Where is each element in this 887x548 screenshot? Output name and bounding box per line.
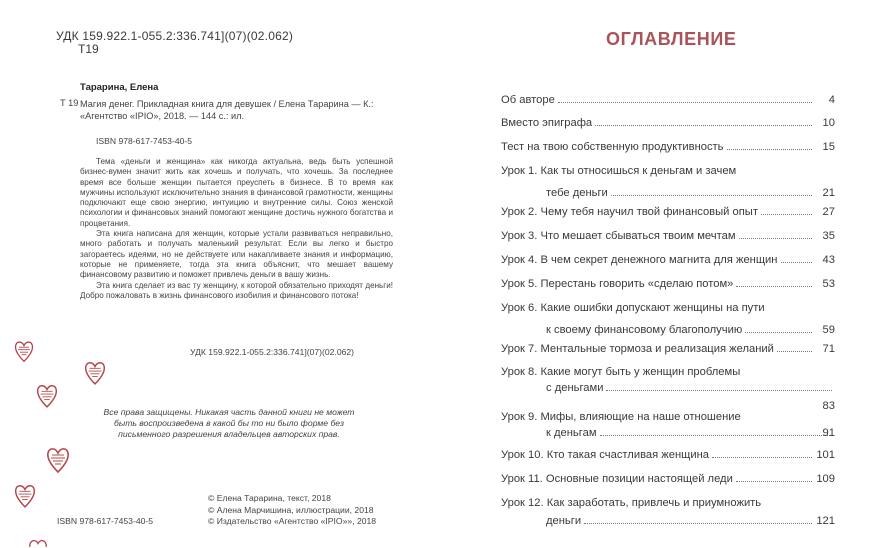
toc-entry[interactable] [501,471,835,485]
toc-entry-label: Вместо эпиграфа [501,117,593,129]
toc-entry[interactable] [501,409,835,439]
toc-entry[interactable] [501,115,835,129]
dot-leader [736,481,812,482]
annotation-paragraph: Эта книга сделает из вас ту женщину, к которой обязательно приходят деньги! Добро пожаловать в жизнь финансового изобилия и финансового потока! [80,280,393,300]
toc-entry-page: 101 [816,449,835,461]
dot-leader [611,195,812,196]
toc-entry-page: 10 [822,117,835,129]
dot-leader [600,435,832,436]
copyright-line: © Алена Марчишина, иллюстрации, 2018 [208,504,374,515]
copyright-block [208,493,376,528]
toc-entry-label-continued: тебе деньги [546,187,608,199]
heart-icon [36,380,58,410]
toc-entry-label: Урок 1. Как ты относишься к деньгам и зачем [501,165,737,177]
toc-entry-page: 43 [822,254,835,266]
toc-entry-label-continued: к деньгам [546,427,597,439]
toc-entry-label-continued: деньги [546,515,582,527]
toc-entry[interactable] [501,139,835,153]
toc-entry[interactable] [501,341,835,355]
toc-entry[interactable] [501,300,835,336]
toc-entry-page: 53 [822,278,835,290]
toc-entry-label: Урок 3. Что мешает сбываться твоим мечтам [501,230,736,242]
toc-entry[interactable] [501,364,835,412]
toc-entry-page: 91 [822,427,835,439]
dot-leader [606,390,832,391]
toc-entry-label: Тест на твою собственную продуктивность [501,141,724,153]
toc-entry-page: 121 [816,515,835,527]
author-heading: Тарарина, Елена [80,82,159,93]
annotation-paragraph: Эта книга написана для женщин, которые устали развиваться неправильно, много работать и получать маленький результат. Если вы легко и быстро загораетесь идеями, но не действуете или накапливаете знания и информацию, которые не применяете, тогда эта книга объяснит, что мешает вашему финансовому развитию и поможет привлечь деньги в вашу жизнь. [80,229,393,280]
udk-code-top: УДК 159.922.1-055.2:336.741](07)(02.062) [56,29,294,43]
toc-entry[interactable] [501,252,835,266]
toc-entry-label: Урок 7. Ментальные тормоза и реализация желаний [501,343,774,355]
dot-leader [558,102,812,103]
toc-entry[interactable] [501,276,835,290]
dot-leader [736,286,812,287]
toc-entry-label: Урок 5. Перестань говорить «сделаю потом» [501,278,734,290]
dot-leader [584,523,812,524]
dot-leader [739,238,812,239]
bibliographic-record: Магия денег. Прикладная книга для девушек / Елена Тарарина — К.: «Агентство «IPIO», 2018. — 144 с.: ил. [80,99,374,121]
toc-entry-label: Урок 10. Кто такая счастливая женщина [501,449,710,461]
toc-entry[interactable] [501,447,835,461]
isbn-inner: ISBN 978-617-7453-40-5 [96,136,193,146]
toc-entry-label: Урок 8. Какие могут быть у женщин проблемы [501,366,741,378]
toc-entry-label: Урок 12. Как заработать, привлечь и приумножить [501,497,762,509]
rights-notice: Все права защищены. Никакая часть данной книги не может быть воспроизведена в какой бы то ни было форме без письменного разрешения владельцев авторских прав. [103,407,355,439]
toc-entry-page: 4 [828,94,835,106]
toc-entry-page: 59 [822,324,835,336]
toc-title: ОГЛАВЛЕНИЕ [606,29,737,49]
toc-entry-label: Урок 2. Чему тебя научил твой финансовый опыт [501,206,758,218]
copyright-line: © Издательство «Агентство «IPIO»», 2018 [208,516,377,527]
copyright-line: © Елена Тарарина, текст, 2018 [208,493,331,503]
toc-entry-label: Об авторе [501,94,555,106]
toc-entry[interactable] [501,92,835,106]
heart-icon [84,358,106,386]
toc-entry-label: Урок 11. Основные позиции настоящей леди [501,473,733,485]
toc-entry-label: Урок 6. Какие ошибки допускают женщины на пути [501,302,765,314]
toc-entry-label-continued: к своему финансовому благополучию [546,324,743,336]
toc-entry-page: 71 [822,343,835,355]
heart-icon [14,338,34,363]
bbk-code-top: Т19 [78,42,99,56]
heart-icon [28,534,48,548]
dot-leader [781,262,813,263]
toc-entry-label: Урок 4. В чем секрет денежного магнита для женщин [501,254,778,266]
toc-entry[interactable] [501,204,835,218]
dot-leader [745,332,812,333]
toc-entry-page: 21 [822,187,835,199]
dot-leader [727,149,812,150]
toc-entry-page: 109 [816,473,835,485]
catalog-index: Т 19 [60,98,79,108]
toc-entry[interactable] [501,495,835,527]
toc-entry-page: 27 [822,206,835,218]
dot-leader [777,351,812,352]
toc-entry-page: 35 [822,230,835,242]
book-annotation [80,157,393,301]
dot-leader [595,125,812,126]
toc-entry[interactable] [501,163,835,199]
annotation-paragraph: Тема «деньги и женщина» как никогда актуальна, ведь быть успешной бизнес-вумен значит жить как хочешь и получать, что хочешь. За последнее время все больше женщин пытается преуспеть в бизнесе. В то время как мужчины используют исключительно знания в финансовой грамотности, женщины подключают еще свою энергию, интуицию и внутренние силы. Союз женской психологии и финансовых знаний помогают женщине достичь нужного богатства и процветания. [80,157,393,228]
toc-entry-page: 15 [822,141,835,153]
heart-icon [14,480,36,510]
dot-leader [712,457,812,458]
toc-entry-page: 83 [822,400,835,412]
udk-code-bottom: УДК 159.922.1-055.2:336.741](07)(02.062) [190,347,355,357]
dot-leader [761,214,812,215]
heart-icon [46,444,70,474]
toc-entry[interactable] [501,228,835,242]
isbn-bottom: ISBN 978-617-7453-40-5 [57,516,154,526]
toc-entry-label: Урок 9. Мифы, влияющие на наше отношение [501,411,741,423]
toc-entry-label-continued: с деньгами [546,382,604,394]
